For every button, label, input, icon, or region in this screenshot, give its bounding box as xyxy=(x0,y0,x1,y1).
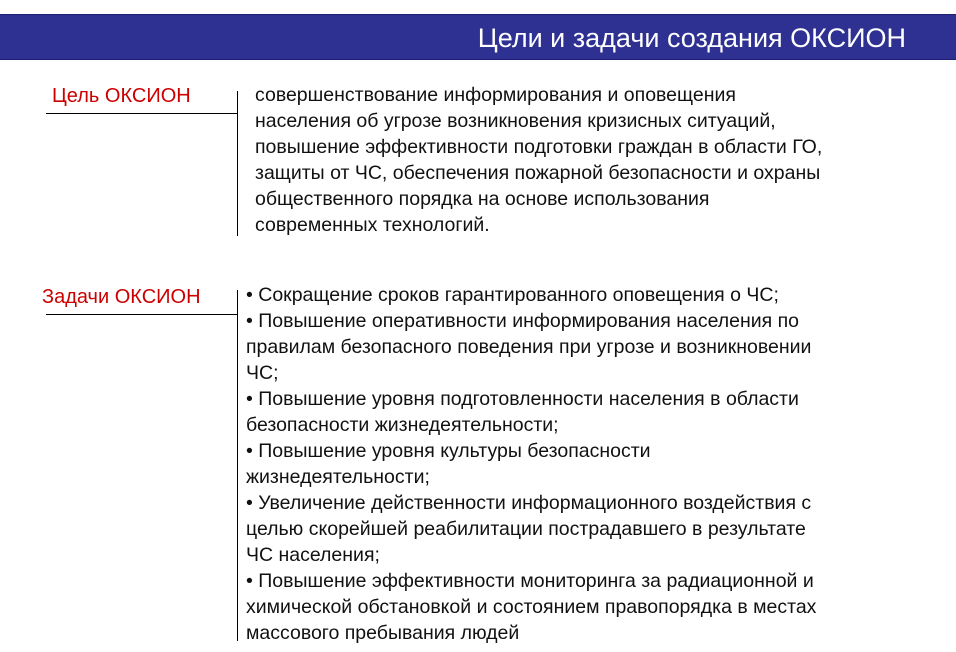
tasks-line: ЧС населения; xyxy=(246,544,380,566)
goal-line: защиты от ЧС, обеспечения пожарной безопасности и охраны xyxy=(255,162,821,184)
tasks-line: жизнедеятельности; xyxy=(246,466,430,488)
tasks-line: целью скорейшей реабилитации пострадавшего в результате xyxy=(246,518,806,540)
goal-line: современных технологий. xyxy=(255,214,490,236)
goal-line: совершенствование информирования и оповещения xyxy=(255,84,736,106)
tasks-line: • Повышение оперативности информирования населения по xyxy=(246,310,800,332)
tasks-text xyxy=(246,282,816,646)
tasks-line: массового пребывания людей xyxy=(246,622,520,644)
tasks-line: химической обстановкой и состоянием правопорядка в местах xyxy=(246,596,817,618)
goal-line: повышение эффективности подготовки граждан в области ГО, xyxy=(255,136,823,158)
goal-line: населения об угрозе возникновения кризисных ситуаций, xyxy=(255,110,776,132)
tasks-line: • Повышение уровня культуры безопасности xyxy=(246,440,651,462)
tasks-underline xyxy=(46,314,238,315)
goal-underline xyxy=(46,113,238,114)
tasks-line: • Повышение эффективности мониторинга за радиационной и xyxy=(246,570,814,592)
slide-title: Цели и задачи создания ОКСИОН xyxy=(477,23,906,53)
tasks-line: • Увеличение действенности информационного воздействия с xyxy=(246,492,812,514)
tasks-divider xyxy=(237,290,238,641)
tasks-line: ЧС; xyxy=(246,362,279,384)
tasks-line: • Повышение уровня подготовленности населения в области xyxy=(246,388,799,410)
tasks-line: безопасности жизнедеятельности; xyxy=(246,414,559,436)
goal-label: Цель ОКСИОН xyxy=(52,85,191,107)
tasks-line: • Сокращение сроков гарантированного оповещения о ЧС; xyxy=(246,284,779,306)
goal-text xyxy=(255,82,822,238)
goal-divider xyxy=(237,91,238,236)
goal-line: общественного порядка на основе использования xyxy=(255,188,710,210)
tasks-label: Задачи ОКСИОН xyxy=(42,286,201,308)
tasks-line: правилам безопасного поведения при угрозе и возникновении xyxy=(246,336,812,358)
title-bar xyxy=(0,14,956,60)
